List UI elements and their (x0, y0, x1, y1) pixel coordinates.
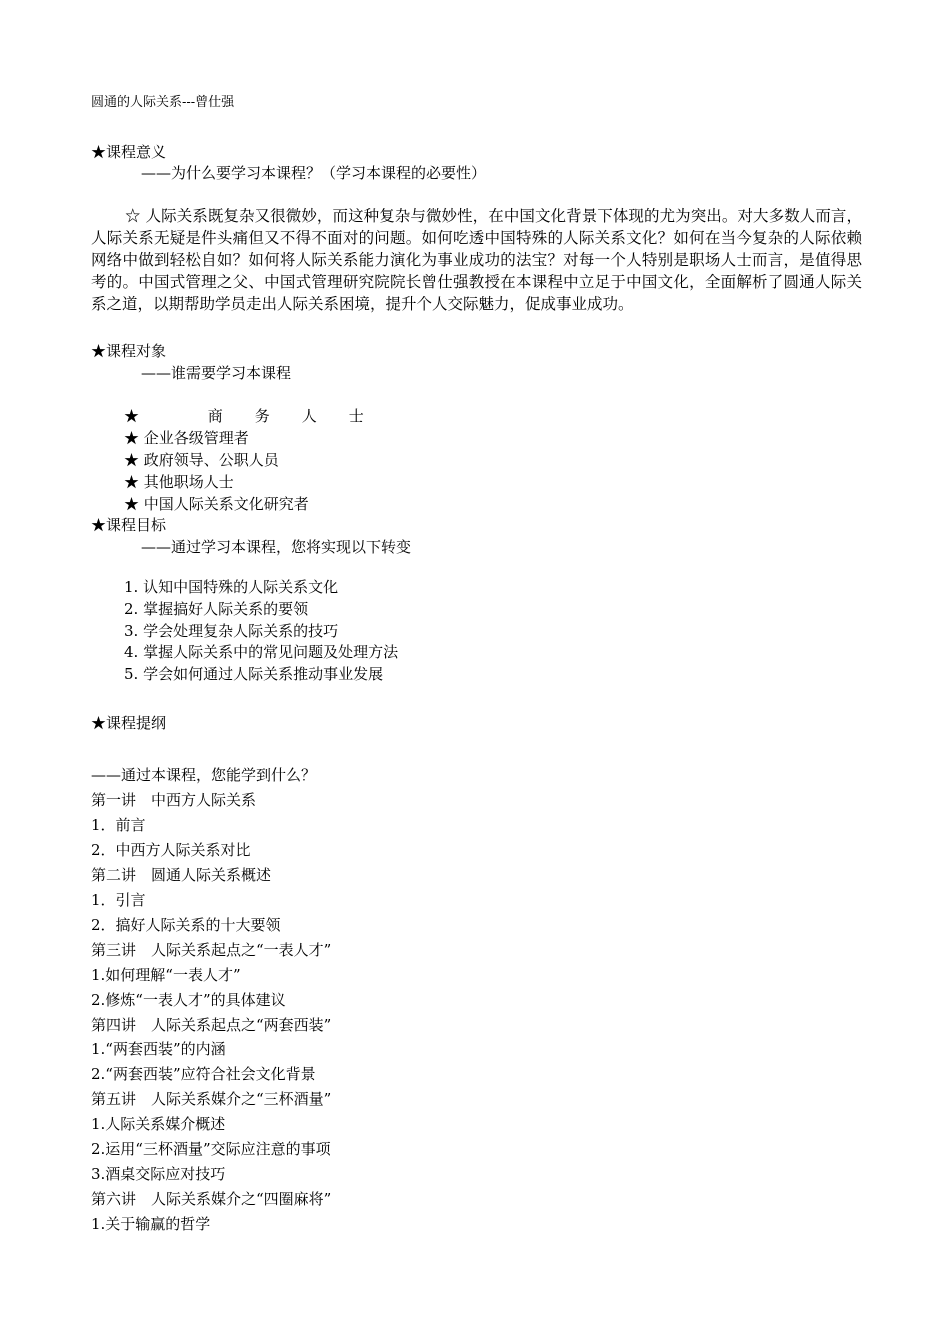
audience-item: ★ 政府领导、公职人员 (124, 451, 279, 469)
outline-item: 1．前言 (91, 815, 146, 834)
outline-item: 1.如何理解“一表人才” (91, 965, 241, 984)
audience-item: ★ 商务人士 (124, 407, 396, 425)
goals-subheading: ——通过学习本课程，您将实现以下转变 (141, 538, 412, 556)
audience-item: ★ 企业各级管理者 (124, 429, 249, 447)
document-title: 圆通的人际关系---曾仕强 (91, 95, 235, 110)
audience-item: ★ 其他职场人士 (124, 473, 234, 491)
outline-item: 2.运用“三杯酒量”交际应注意的事项 (91, 1140, 331, 1159)
goal-item: 5. 学会如何通过人际关系推动事业发展 (124, 665, 384, 684)
audience-list (124, 405, 396, 515)
goals-heading: ★课程目标 (91, 516, 167, 534)
goal-item: 4. 掌握人际关系中的常见问题及处理方法 (124, 643, 399, 662)
audience-heading: ★课程对象 (91, 342, 167, 360)
audience-subheading: ——谁需要学习本课程 (141, 364, 292, 382)
outline-item: 第六讲 人际关系媒介之“四圈麻将” (91, 1190, 332, 1209)
audience-item: ★ 中国人际关系文化研究者 (124, 495, 309, 513)
outline-item: 1．引言 (91, 890, 146, 909)
outline-item: 2.修炼“一表人才”的具体建议 (91, 990, 286, 1009)
outline-item: 1.“两套西装”的内涵 (91, 1040, 226, 1059)
goal-item: 1. 认知中国特殊的人际关系文化 (124, 578, 339, 596)
significance-subheading: ——为什么要学习本课程？（学习本课程的必要性） (141, 164, 487, 182)
outline-list (91, 763, 331, 1237)
outline-item: 第三讲 人际关系起点之“一表人才” (91, 940, 332, 959)
significance-heading: ★课程意义 (91, 143, 167, 161)
outline-item: 第五讲 人际关系媒介之“三杯酒量” (91, 1090, 332, 1109)
outline-item: 1.关于输赢的哲学 (91, 1215, 211, 1234)
outline-item: 3.酒桌交际应对技巧 (91, 1165, 226, 1184)
significance-paragraph: ☆ 人际关系既复杂又很微妙，而这种复杂与微妙性，在中国文化背景下体现的尤为突出。对大多数人而言，人际关系无疑是件头痛但又不得不面对的问题。如何吃透中国特殊的人际关系文化？如何在当今复杂的人际依赖网络中做到轻松自如？如何将人际关系能力演化为事业成功的法宝？对每一个人特别是职场人士而言，是值得思考的。中国式管理之父、中国式管理研究院院长曾仕强教授在本课程中立足于中国文化，全面解析了圆通人际关系之道，以期帮助学员走出人际关系困境，提升个人交际魅力，促成事业成功。 (91, 207, 862, 313)
goal-item: 2. 掌握搞好人际关系的要领 (124, 599, 309, 618)
outline-item: 第二讲 圆通人际关系概述 (91, 865, 272, 884)
goal-item: 3. 学会处理复杂人际关系的技巧 (124, 621, 339, 640)
outline-item: 1.人际关系媒介概述 (91, 1115, 226, 1134)
outline-item: 第一讲 中西方人际关系 (91, 790, 257, 809)
outline-item: 2．搞好人际关系的十大要领 (91, 915, 281, 934)
outline-item: 2．中西方人际关系对比 (91, 840, 251, 859)
outline-item: 第四讲 人际关系起点之“两套西装” (91, 1015, 332, 1034)
outline-item: 2.“两套西装”应符合社会文化背景 (91, 1065, 316, 1084)
outline-item: ——通过本课程，您能学到什么？ (91, 766, 317, 784)
goals-list (124, 577, 398, 686)
outline-heading: ★课程提纲 (91, 714, 167, 732)
